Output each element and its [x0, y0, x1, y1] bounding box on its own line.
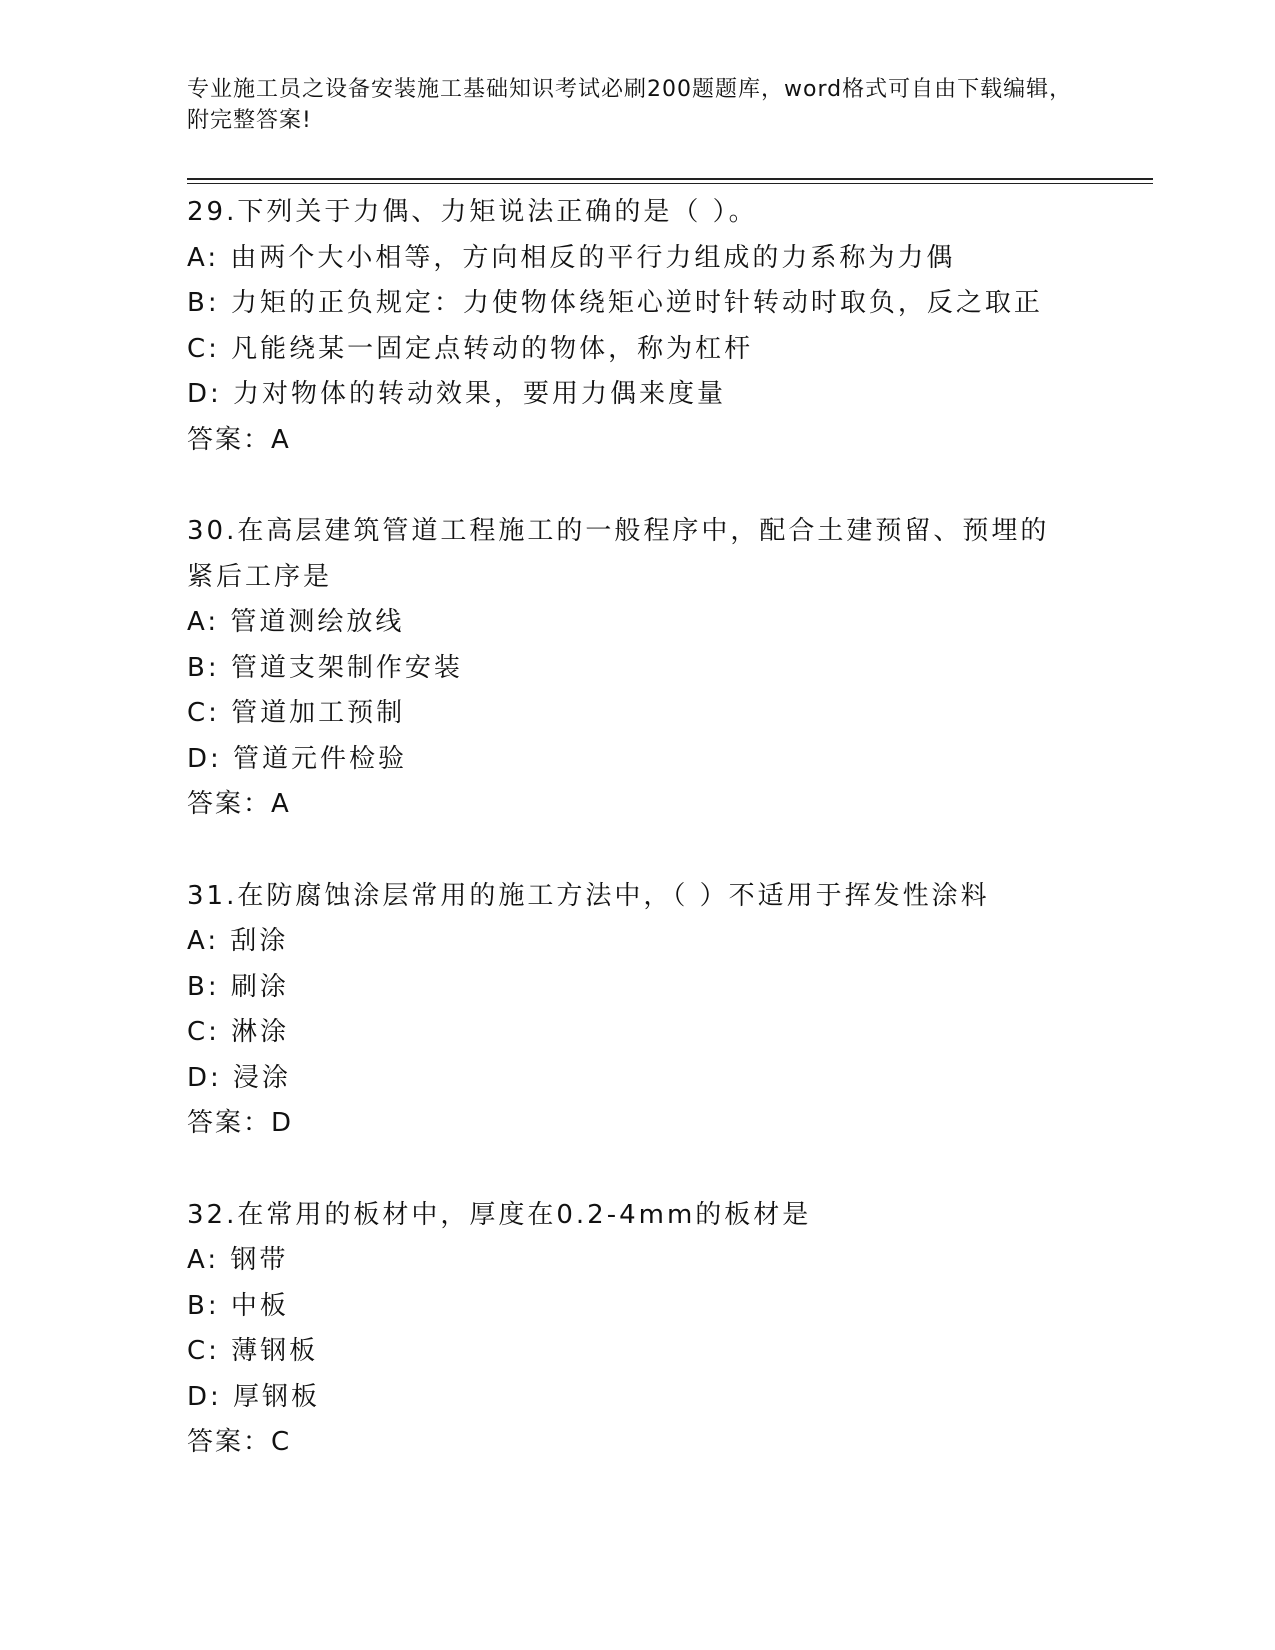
question-stem: 31.在防腐蚀涂层常用的施工方法中，（ ）不适用于挥发性涂料 [187, 880, 990, 911]
option-a: A: 钢带 [187, 1245, 289, 1275]
question-32 [187, 1193, 1087, 1466]
question-stem: 32.在常用的板材中，厚度在0.2-4mm的板材是 [187, 1199, 812, 1230]
header-divider-thin [187, 183, 1153, 184]
option-c: C: 管道加工预制 [187, 698, 406, 728]
answer-line: 答案：A [187, 789, 291, 819]
option-a: A: 刮涂 [187, 926, 289, 956]
question-29 [187, 190, 1087, 463]
question-stem: 30.在高层建筑管道工程施工的一般程序中，配合土建预留、预埋的紧后工序是 [187, 516, 1050, 592]
answer-line: 答案：A [187, 424, 291, 455]
option-a: A: 管道测绘放线 [187, 607, 405, 637]
answer-line: 答案：C [187, 1427, 292, 1457]
option-b: B: 力矩的正负规定：力使物体绕矩心逆时针转动时取负，反之取正 [187, 288, 1043, 318]
question-30 [187, 509, 1087, 828]
question-31 [187, 874, 1087, 1147]
option-b: B: 管道支架制作安装 [187, 652, 463, 683]
option-c: C: 淋涂 [187, 1017, 290, 1047]
option-c: C: 凡能绕某一固定点转动的物体，称为杠杆 [187, 333, 754, 364]
option-a: A: 由两个大小相等，方向相反的平行力组成的力系称为力偶 [187, 242, 956, 273]
option-d: D: 浸涂 [187, 1062, 292, 1093]
option-d: D: 厚钢板 [187, 1381, 321, 1412]
header-divider-thick [187, 178, 1153, 180]
option-d: D: 力对物体的转动效果，要用力偶来度量 [187, 379, 727, 409]
document-header [187, 74, 1087, 136]
option-b: B: 中板 [187, 1290, 289, 1321]
question-list [187, 190, 1087, 1512]
option-b: B: 刷涂 [187, 971, 289, 1002]
option-c: C: 薄钢板 [187, 1336, 319, 1366]
option-d: D: 管道元件检验 [187, 743, 408, 774]
document-title: 专业施工员之设备安装施工基础知识考试必刷200题题库，word格式可自由下载编辑，附完整答案! [187, 77, 1073, 133]
question-stem: 29.下列关于力偶、力矩说法正确的是（ ）。 [187, 197, 758, 227]
answer-line: 答案：D [187, 1108, 294, 1138]
